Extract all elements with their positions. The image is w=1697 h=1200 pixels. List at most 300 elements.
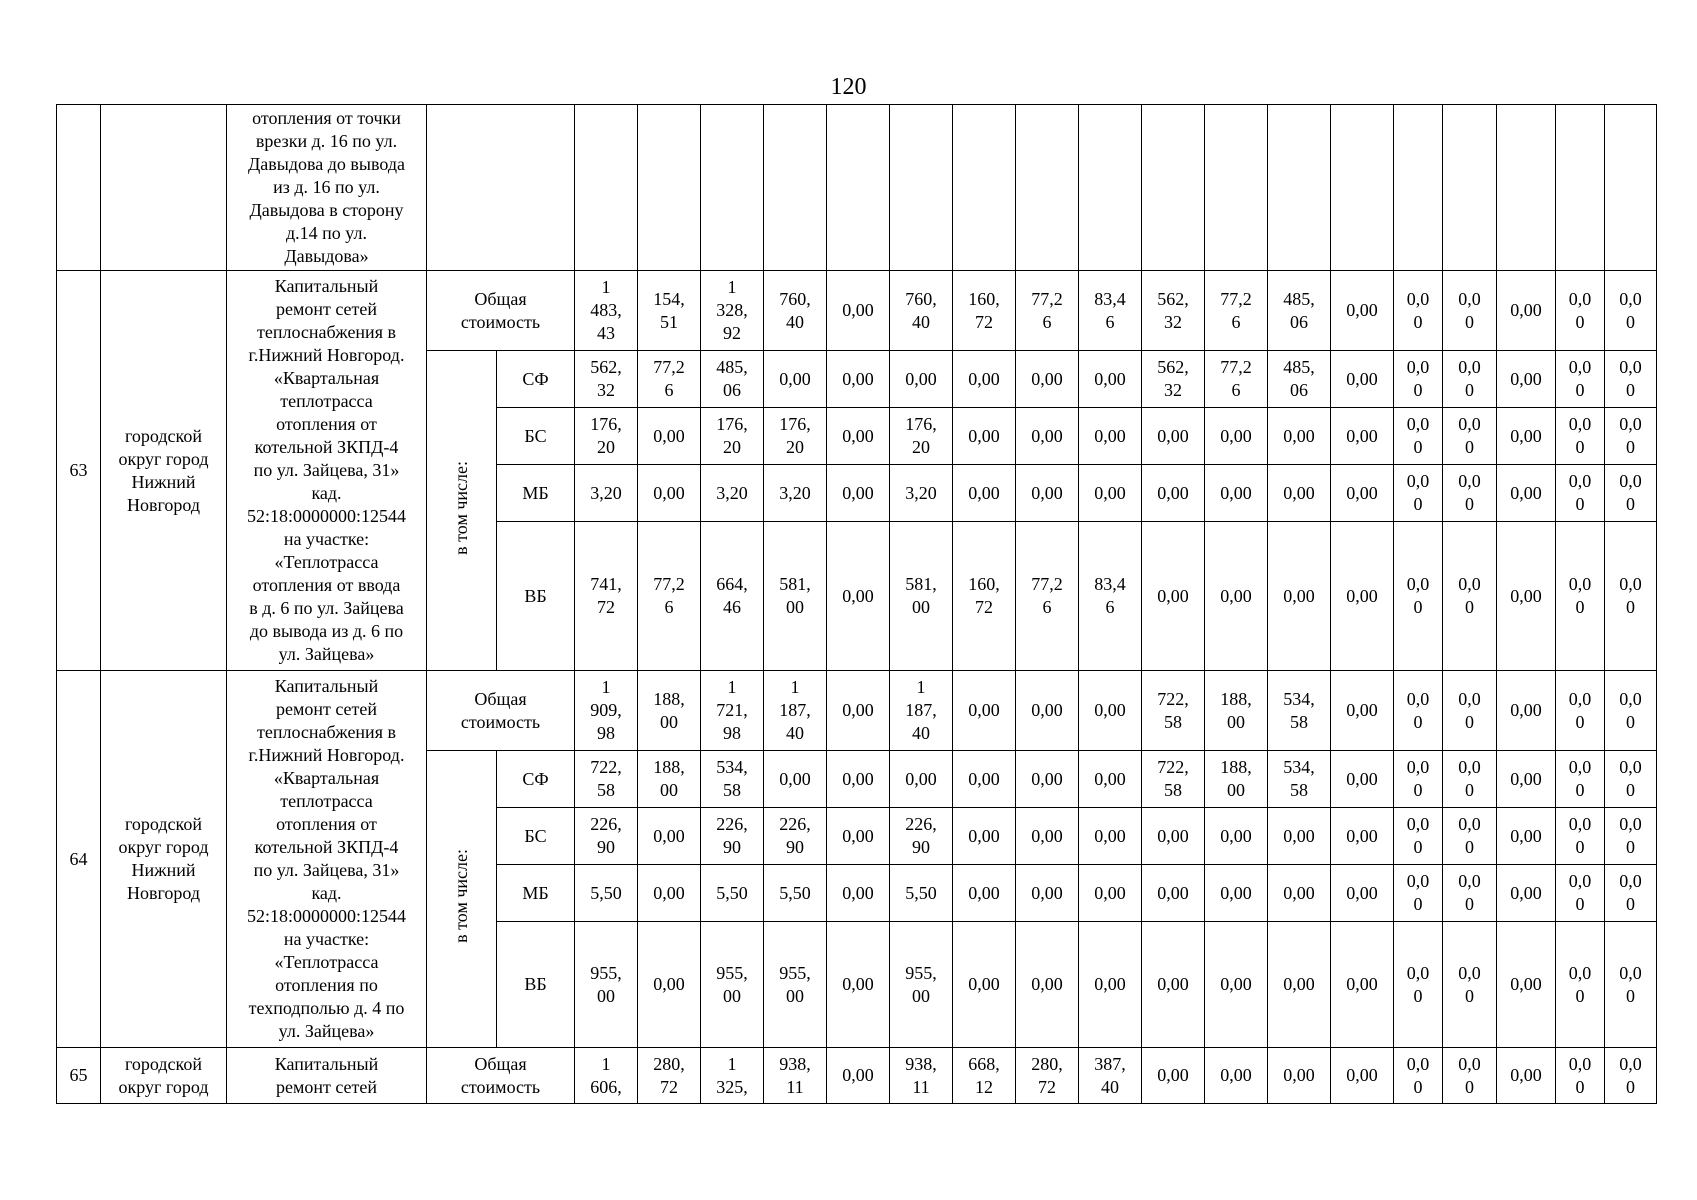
- value-line: 0,00: [905, 768, 937, 789]
- value-line: 187,: [779, 700, 811, 720]
- value-cell: [827, 751, 890, 808]
- value-line: 0,0: [1458, 871, 1481, 891]
- municipality-line: Нижний: [131, 860, 196, 880]
- value-line: 0,00: [653, 482, 685, 503]
- value-cell: [1394, 671, 1443, 751]
- value-cell: [1079, 408, 1142, 465]
- value-line: 00: [1227, 711, 1245, 732]
- incl-vertical-label: [427, 351, 497, 671]
- value-line: 5,50: [716, 882, 748, 903]
- value-line: 0,00: [1283, 585, 1315, 606]
- value-line: 5,50: [905, 882, 937, 903]
- value-line: 188,: [653, 757, 685, 777]
- value-line: 188,: [1220, 757, 1252, 777]
- value-cell: [1205, 271, 1268, 351]
- value-line: 58: [1164, 780, 1182, 800]
- value-line: 77,2: [1220, 357, 1252, 377]
- value-line: 0: [1575, 494, 1585, 514]
- incl-label-text: в том числе:: [451, 460, 471, 555]
- value-cell: [890, 751, 953, 808]
- description-line: г.Нижний Новгород.: [248, 745, 405, 765]
- value-cell: [1556, 408, 1605, 465]
- source-label: СФ: [497, 751, 575, 808]
- value-cell: [701, 1048, 764, 1104]
- value-line: 581,: [905, 574, 937, 594]
- value-cell: [1016, 751, 1079, 808]
- value-line: 0,00: [1283, 974, 1315, 994]
- value-line: 1: [727, 1053, 737, 1074]
- value-cell: [827, 351, 890, 408]
- value-line: 06: [1290, 380, 1308, 400]
- value-cell: [638, 671, 701, 751]
- value-line: 0,00: [1510, 425, 1542, 446]
- value-cell: [1079, 671, 1142, 751]
- value-cell: [1016, 465, 1079, 522]
- value-line: 0: [1465, 711, 1474, 732]
- description-line: отопления от: [276, 414, 377, 434]
- value-line: 90: [786, 837, 804, 857]
- municipality-line: округ город: [118, 1076, 209, 1097]
- value-line: 58: [597, 780, 615, 800]
- value-line: 0,00: [842, 882, 874, 903]
- value-cell: [764, 808, 827, 865]
- value-line: 0,00: [1031, 974, 1063, 994]
- value-cell: [953, 408, 1016, 465]
- municipality-line: Новгород: [126, 494, 201, 515]
- value-line: 06: [1290, 311, 1308, 332]
- value-line: 0,00: [1346, 368, 1378, 389]
- value-line: 72: [1038, 1076, 1056, 1097]
- value-cell: [1331, 465, 1394, 522]
- value-cell: [953, 865, 1016, 922]
- description-cell: [227, 671, 427, 1048]
- value-cell: [1268, 408, 1331, 465]
- value-line: 0,0: [1458, 471, 1481, 491]
- value-cell: [701, 671, 764, 751]
- value-cell: [1605, 1048, 1657, 1104]
- value-line: 0: [1465, 597, 1474, 617]
- value-cell: [1443, 408, 1497, 465]
- value-line: 0,00: [1031, 882, 1063, 903]
- value-cell: [764, 865, 827, 922]
- value-line: 83,4: [1094, 574, 1126, 594]
- value-line: 0: [1413, 1076, 1423, 1097]
- value-cell: [1016, 808, 1079, 865]
- value-cell: [1497, 522, 1556, 671]
- value-line: 0,00: [1510, 825, 1542, 846]
- value-cell: [1268, 922, 1331, 1048]
- value-line: 1: [727, 677, 737, 697]
- value-cell: [1556, 271, 1605, 351]
- value-cell: [1331, 865, 1394, 922]
- value-line: 0: [1626, 985, 1635, 1006]
- value-line: 1: [601, 277, 611, 297]
- value-line: 0,00: [1031, 368, 1063, 389]
- value-cell: [1142, 522, 1205, 671]
- value-cell: [1079, 351, 1142, 408]
- value-cell: [1268, 751, 1331, 808]
- value-line: 0,0: [1406, 288, 1430, 309]
- source-label: СФ: [497, 351, 575, 408]
- value-line: 0,0: [1619, 962, 1642, 983]
- description-line: ремонт сетей: [275, 699, 378, 719]
- value-line: 43: [597, 323, 615, 343]
- description-line: Давыдова до вывода: [247, 154, 406, 174]
- value-line: 77,2: [653, 357, 685, 377]
- value-line: 0: [1413, 894, 1423, 914]
- value-line: 0,00: [1031, 482, 1063, 503]
- value-line: 98: [723, 723, 741, 743]
- value-line: 72: [597, 597, 615, 617]
- value-line: 722,: [1157, 757, 1189, 777]
- value-line: 534,: [1283, 757, 1315, 777]
- value-line: 0,0: [1406, 757, 1430, 777]
- value-line: 0,00: [968, 825, 1000, 846]
- description-line: кад.: [311, 883, 342, 903]
- value-line: 0,00: [1157, 425, 1189, 446]
- value-cell: [638, 922, 701, 1048]
- value-line: 0: [1413, 711, 1423, 732]
- value-line: 0,0: [1568, 962, 1592, 983]
- entry-number: 64: [57, 671, 101, 1048]
- value-cell: [1268, 351, 1331, 408]
- value-cell: [764, 105, 827, 271]
- value-cell: [1016, 408, 1079, 465]
- value-line: 58: [1290, 711, 1308, 732]
- value-line: 1: [601, 1053, 611, 1074]
- value-line: 0,00: [1031, 768, 1063, 789]
- value-line: 0,0: [1458, 962, 1481, 983]
- value-line: 0,00: [1157, 482, 1189, 503]
- value-cell: [1394, 465, 1443, 522]
- value-line: 485,: [1283, 288, 1315, 309]
- value-line: 0,00: [1094, 368, 1126, 389]
- value-line: 226,: [905, 814, 937, 834]
- value-cell: [1331, 671, 1394, 751]
- value-cell: [1016, 922, 1079, 1048]
- value-cell: [1497, 751, 1556, 808]
- value-cell: [1205, 105, 1268, 271]
- value-line: 0: [1575, 837, 1585, 857]
- value-cell: [1079, 751, 1142, 808]
- value-line: 0: [1465, 1076, 1474, 1097]
- value-cell: [953, 1048, 1016, 1104]
- value-cell: [1016, 522, 1079, 671]
- value-line: 58: [723, 780, 741, 800]
- value-line: 0,00: [842, 768, 874, 789]
- value-cell: [1394, 408, 1443, 465]
- value-line: 0,00: [1094, 882, 1126, 903]
- value-cell: [1331, 105, 1394, 271]
- value-line: 325,: [716, 1076, 748, 1097]
- value-cell: [1605, 865, 1657, 922]
- value-cell: [1268, 1048, 1331, 1104]
- description-line: «Теплотрасса: [274, 552, 379, 572]
- value-line: 0,00: [1283, 425, 1315, 446]
- value-line: 0: [1626, 494, 1635, 514]
- value-cell: [1331, 408, 1394, 465]
- value-line: 72: [975, 597, 993, 617]
- value-line: 0,00: [779, 368, 811, 389]
- source-label: БС: [497, 808, 575, 865]
- value-cell: [638, 522, 701, 671]
- value-line: 0,0: [1568, 471, 1592, 491]
- municipality-line: городской: [124, 814, 203, 834]
- value-cell: [764, 408, 827, 465]
- value-cell: [1079, 105, 1142, 271]
- value-cell: [1016, 1048, 1079, 1104]
- value-line: 760,: [779, 288, 811, 309]
- value-cell: [1142, 465, 1205, 522]
- value-cell: [1016, 105, 1079, 271]
- value-line: 0,00: [1346, 825, 1378, 846]
- value-cell: [1268, 671, 1331, 751]
- value-cell: [764, 751, 827, 808]
- value-line: 1: [790, 677, 800, 697]
- value-line: 0,0: [1568, 414, 1592, 434]
- value-line: 00: [1227, 780, 1245, 800]
- value-line: 0: [1626, 1076, 1635, 1097]
- value-line: 0,00: [1094, 482, 1126, 503]
- value-line: 0: [1413, 780, 1423, 800]
- value-line: 0,00: [1283, 1065, 1315, 1085]
- value-line: 90: [723, 837, 741, 857]
- value-cell: [1497, 671, 1556, 751]
- value-cell: [1016, 271, 1079, 351]
- value-line: 0,0: [1458, 288, 1481, 309]
- value-line: 0,00: [1094, 768, 1126, 789]
- value-cell: [1556, 808, 1605, 865]
- value-line: 0,00: [1510, 300, 1542, 320]
- entry-number: 65: [57, 1048, 101, 1104]
- value-line: 0,00: [1346, 482, 1378, 503]
- value-line: 562,: [1157, 288, 1189, 309]
- value-cell: [1331, 271, 1394, 351]
- description-cell: [227, 271, 427, 671]
- value-cell: [575, 751, 638, 808]
- value-cell: [1497, 351, 1556, 408]
- value-line: 0,0: [1406, 814, 1430, 834]
- description-line: отопления от: [276, 814, 377, 834]
- source-label: БС: [497, 408, 575, 465]
- value-cell: [890, 522, 953, 671]
- value-line: 0: [1575, 711, 1585, 732]
- value-line: 6: [1231, 380, 1241, 400]
- value-line: 328,: [716, 300, 748, 320]
- value-cell: [638, 408, 701, 465]
- value-cell: [827, 671, 890, 751]
- value-line: 0,0: [1458, 414, 1481, 434]
- value-line: 40: [786, 723, 804, 743]
- value-cell: [764, 465, 827, 522]
- value-cell: [638, 465, 701, 522]
- description-line: на участке:: [283, 529, 370, 549]
- value-line: 0,00: [1094, 974, 1126, 994]
- value-line: 6: [664, 380, 674, 400]
- value-cell: [1605, 522, 1657, 671]
- value-cell: [953, 671, 1016, 751]
- value-cell: [1142, 408, 1205, 465]
- value-line: 0: [1413, 597, 1423, 617]
- value-line: 0,0: [1406, 871, 1430, 891]
- value-cell: [1394, 351, 1443, 408]
- value-cell: [1079, 808, 1142, 865]
- description-line: котельной ЗКПД-4: [254, 837, 399, 857]
- description-line: на участке:: [283, 929, 370, 949]
- description-cell: [227, 105, 427, 271]
- value-cell: [701, 808, 764, 865]
- value-line: 0,00: [1510, 368, 1542, 389]
- value-line: 0,00: [1510, 974, 1542, 994]
- value-cell: [764, 271, 827, 351]
- entry-total-row: [57, 271, 1657, 351]
- value-line: 51: [660, 311, 678, 332]
- continuation-row: [57, 105, 1657, 271]
- value-cell: [1205, 408, 1268, 465]
- value-line: 226,: [716, 814, 748, 834]
- description-line: отопления от точки: [252, 108, 401, 128]
- value-line: 40: [1101, 1076, 1119, 1097]
- description-line: кад.: [311, 483, 342, 503]
- description-line: 52:18:0000000:12544: [246, 506, 406, 526]
- value-line: 280,: [653, 1053, 685, 1074]
- value-cell: [827, 522, 890, 671]
- value-line: 0,00: [968, 974, 1000, 994]
- value-cell: [1142, 271, 1205, 351]
- description-line: по ул. Зайцева, 31»: [253, 460, 400, 480]
- value-line: 6: [1105, 597, 1115, 617]
- value-line: 32: [1164, 380, 1182, 400]
- value-line: 0: [1413, 380, 1423, 400]
- value-line: 0,00: [653, 974, 685, 994]
- value-line: 188,: [653, 688, 685, 709]
- value-line: 955,: [590, 962, 622, 983]
- value-line: 40: [912, 723, 930, 743]
- value-line: 0,00: [1510, 585, 1542, 606]
- value-line: 0,00: [1220, 425, 1252, 446]
- value-line: 721,: [716, 700, 748, 720]
- value-cell: [1605, 271, 1657, 351]
- value-line: 0: [1626, 597, 1635, 617]
- value-line: 0,00: [1346, 974, 1378, 994]
- value-line: 0: [1626, 837, 1635, 857]
- source-label: ВБ: [497, 522, 575, 671]
- value-cell: [701, 522, 764, 671]
- value-line: 0,00: [653, 825, 685, 846]
- description-line: отопления от ввода: [252, 575, 401, 595]
- value-line: 664,: [716, 574, 748, 594]
- value-line: 0,00: [1346, 300, 1378, 320]
- value-cell: [953, 522, 1016, 671]
- municipality-cell: [101, 271, 227, 671]
- value-line: 938,: [779, 1053, 811, 1074]
- value-cell: [1079, 922, 1142, 1048]
- value-line: 176,: [590, 414, 622, 434]
- description-line: теплотрасса: [280, 791, 373, 811]
- description-line: ремонт сетей: [275, 299, 378, 319]
- description-line: «Теплотрасса: [274, 952, 379, 972]
- value-cell: [953, 808, 1016, 865]
- value-cell: [1142, 751, 1205, 808]
- value-line: 6: [664, 597, 674, 617]
- value-cell: [1443, 351, 1497, 408]
- value-cell: [1497, 465, 1556, 522]
- value-line: 0,00: [1094, 425, 1126, 446]
- value-line: 0,0: [1619, 574, 1642, 594]
- value-line: 90: [912, 837, 930, 857]
- value-cell: [575, 105, 638, 271]
- value-line: 0,0: [1406, 414, 1430, 434]
- value-line: 0,00: [1283, 825, 1315, 846]
- value-line: 0,0: [1619, 871, 1642, 891]
- value-line: 0,0: [1619, 757, 1642, 777]
- value-cell: [764, 671, 827, 751]
- value-line: 0,00: [1346, 1065, 1378, 1085]
- value-cell: [1394, 808, 1443, 865]
- value-line: 20: [723, 437, 741, 457]
- value-cell: [1556, 1048, 1605, 1104]
- value-line: 0,00: [1031, 825, 1063, 846]
- municipality-line: Новгород: [126, 883, 201, 903]
- value-line: 0,0: [1568, 688, 1592, 709]
- value-cell: [1394, 922, 1443, 1048]
- value-line: 00: [660, 711, 678, 732]
- value-cell: [575, 271, 638, 351]
- value-line: 0,0: [1568, 871, 1592, 891]
- value-line: 0,0: [1568, 288, 1592, 309]
- value-cell: [1605, 671, 1657, 751]
- value-cell: [890, 922, 953, 1048]
- value-line: 0: [1626, 894, 1635, 914]
- total-label: [427, 671, 575, 751]
- value-cell: [1394, 105, 1443, 271]
- value-cell: [701, 408, 764, 465]
- value-line: 6: [1042, 311, 1052, 332]
- value-line: 0: [1626, 711, 1635, 732]
- value-line: 0: [1413, 437, 1423, 457]
- value-cell: [1556, 105, 1605, 271]
- municipality-line: Нижний: [131, 471, 196, 492]
- value-line: 176,: [716, 414, 748, 434]
- value-line: 0,00: [842, 585, 874, 606]
- value-line: 485,: [716, 357, 748, 377]
- value-line: 46: [723, 597, 741, 617]
- value-cell: [701, 865, 764, 922]
- value-line: 0,0: [1406, 1053, 1430, 1074]
- value-line: 0,00: [842, 974, 874, 994]
- value-cell: [1443, 522, 1497, 671]
- value-cell: [1268, 271, 1331, 351]
- value-cell: [827, 408, 890, 465]
- value-line: 58: [1290, 780, 1308, 800]
- value-line: 0,0: [1406, 357, 1430, 377]
- value-line: 00: [597, 985, 615, 1006]
- value-cell: [764, 1048, 827, 1104]
- value-cell: [1142, 922, 1205, 1048]
- value-cell: [1142, 671, 1205, 751]
- value-line: 0: [1626, 437, 1635, 457]
- value-line: 0,0: [1458, 574, 1481, 594]
- value-line: 0,00: [842, 825, 874, 846]
- total-label-line: Общая: [474, 688, 527, 709]
- description-line: г.Нижний Новгород.: [248, 345, 405, 365]
- value-cell: [953, 922, 1016, 1048]
- entry-total-row: [57, 671, 1657, 751]
- value-cell: [1443, 671, 1497, 751]
- value-line: 1: [727, 277, 737, 297]
- value-cell: [638, 271, 701, 351]
- value-line: 0,00: [1510, 882, 1542, 903]
